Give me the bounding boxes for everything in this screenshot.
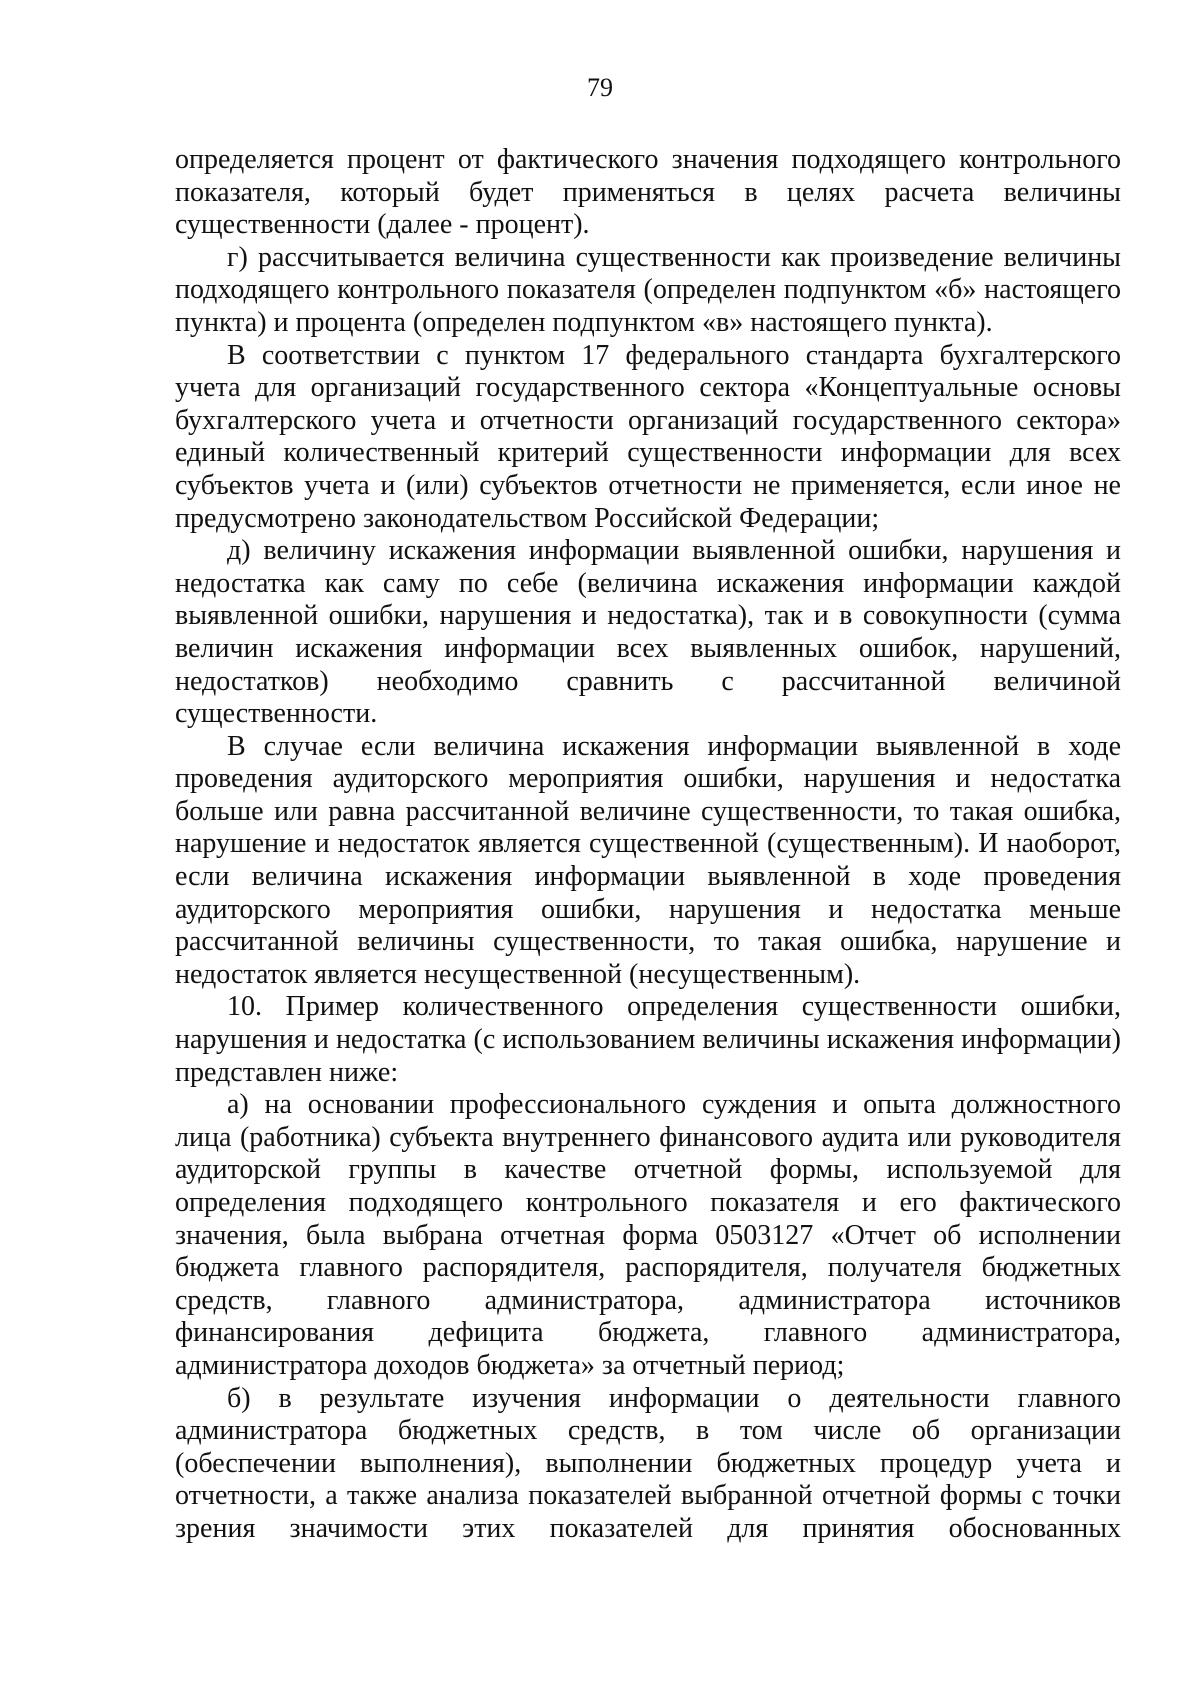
paragraph-example-item-a: а) на основании профессионального суждения и опыта должностного лица (работника) субъекта внутреннего финансового аудита или руководителя аудиторской группы в качестве отчетной формы, используемой для определения подходящего контрольного показателя и его фактического значения, была выбрана отчетная форма 0503127 «Отчет об исполнении бюджета главного распорядителя, распорядителя, получателя бюджетных средств, главного администратора, администратора источников финансирования дефицита бюджета, главного администратора, администратора доходов бюджета» за отчетный период; — [175, 1089, 1121, 1381]
paragraph-continuation: определяется процент от фактического значения подходящего контрольного показателя, который будет применяться в целях расчета величины существенности (далее - процент). — [175, 144, 1121, 241]
paragraph-section-10: 10. Пример количественного определения существенности ошибки, нарушения и недостатка (с использованием величины искажения информации) представлен ниже: — [175, 991, 1121, 1088]
paragraph-example-item-b: б) в результате изучения информации о деятельности главного администратора бюджетных средств, в том числе об организации (обеспечении выполнения), выполнении бюджетных процедур учета и отчетности, а также анализа показателей выбранной отчетной формы с точки зрения значимости этих показателей для принятия обоснованных — [175, 1382, 1121, 1544]
page-number: 79 — [587, 73, 613, 102]
paragraph-item-g: г) рассчитывается величина существенности как произведение величины подходящего контрольного показателя (определен подпунктом «б» настоящего пункта) и процента (определен подпунктом «в» настоящего пункта). — [175, 241, 1121, 338]
paragraph-fsbu-reference: В соответствии с пунктом 17 федерального стандарта бухгалтерского учета для организаций государственного сектора «Концептуальные основы бухгалтерского учета и отчетности организаций государственного сектора» единый количественный критерий существенности информации для всех субъектов учета и (или) субъектов отчетности не применяется, если иное не предусмотрено законодательством Российской Федерации; — [175, 339, 1121, 534]
paragraph-materiality-comparison: В случае если величина искажения информации выявленной в ходе проведения аудиторского мероприятия ошибки, нарушения и недостатка больше или равна рассчитанной величине существенности, то такая ошибка, нарушение и недостаток является существенной (существенным). И наоборот, если величина искажения информации выявленной в ходе проведения аудиторского мероприятия ошибки, нарушения и недостатка меньше рассчитанной величины существенности, то такая ошибка, нарушение и недостаток является несущественной (несущественным). — [175, 730, 1121, 990]
paragraph-item-d: д) величину искажения информации выявленной ошибки, нарушения и недостатка как саму по себе (величина искажения информации каждой выявленной ошибки, нарушения и недостатка), так и в совокупности (сумма величин искажения информации всех выявленных ошибок, нарушений, недостатков) необходимо сравнить с рассчитанной величиной существенности. — [175, 535, 1121, 730]
document-body — [175, 144, 1121, 1546]
